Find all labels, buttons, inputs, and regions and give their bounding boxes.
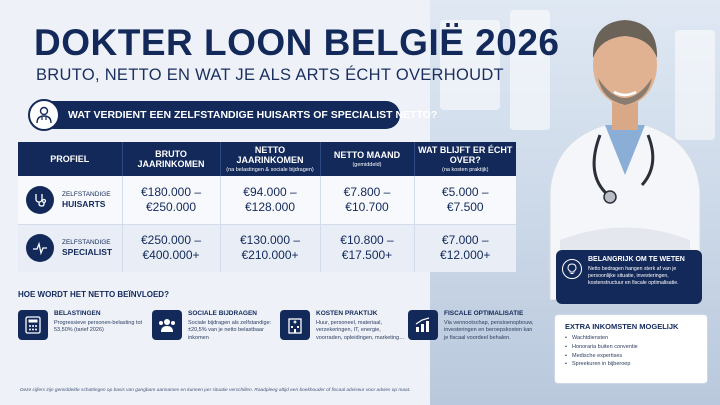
factor-text: Progressieve personen-belasting tot 53,50% (tarief 2026) <box>54 320 143 334</box>
factor-kosten-praktijk <box>280 310 406 376</box>
factors-title: HOE WORDT HET NETTO BEÏNVLOED? <box>18 290 169 299</box>
profile-cell: ZELFSTANDIGE SPECIALIST <box>18 224 122 272</box>
important-text: Netto bedragen hangen sterk af van je persoonlijke situatie, investeringen, kostenstructuur en fiscale optimalisatie. <box>588 266 679 286</box>
column-header-netto-maand: NETTO MAAND (gemiddeld) <box>320 142 414 176</box>
extra-income-title: EXTRA INKOMSTEN MOGELIJK <box>565 322 679 331</box>
page-title: DOKTER LOON BELGIË 2026 <box>34 22 560 63</box>
factor-title: BELASTINGEN <box>54 310 101 317</box>
question-banner <box>30 101 438 129</box>
heartbeat-icon <box>26 234 54 262</box>
factor-belastingen <box>18 310 144 376</box>
factor-fiscale-optimalisatie <box>408 310 534 376</box>
disclaimer: Deze cijfers zijn gemiddelde schattingen op basis van gangbare aannames en kunnen per situatie verschillen. Raadpleeg altijd een boekhouder of fiscaal adviseur voor advies op maat. <box>20 388 411 393</box>
people-icon <box>152 310 182 340</box>
column-header-overblijft: WAT BLIJFT ER ÉCHT OVER? (na kosten praktijk) <box>414 142 516 176</box>
netto-maand-cell: €7.800 – €10.700 <box>320 176 414 224</box>
calculator-icon <box>18 310 48 340</box>
important-title: BELANGRIJK OM TE WETEN <box>588 256 685 263</box>
list-item: • Spreekuren in bijberoep <box>565 360 697 369</box>
netto-cell: €94.000 – €128.000 <box>220 176 320 224</box>
income-table <box>18 142 516 272</box>
factor-text: Huur, personeel, materiaal, verzekeringen, IT, energie, voorraden, opleidingen, marketing… <box>316 320 405 341</box>
bruto-cell: €180.000 – €250.000 <box>122 176 220 224</box>
list-item: • Honoraria buiten conventie <box>565 343 697 352</box>
factor-title: KOSTEN PRAKTIJK <box>316 310 378 317</box>
table-row <box>18 224 516 272</box>
overblijft-cell: €7.000 – €12.000+ <box>414 224 516 272</box>
factor-sociale-bijdragen <box>152 310 278 376</box>
stethoscope-icon <box>26 186 54 214</box>
lightbulb-icon <box>562 259 582 279</box>
list-item: • Medische expertises <box>565 352 697 361</box>
netto-cell: €130.000 – €210.000+ <box>220 224 320 272</box>
table-header-row <box>18 142 516 176</box>
column-header-netto: NETTO JAARINKOMEN (na belastingen & sociale bijdragen) <box>220 142 320 176</box>
page-subtitle: BRUTO, NETTO EN WAT JE ALS ARTS ÉCHT OVERHOUDT <box>36 66 504 84</box>
factors-panel <box>18 290 548 382</box>
extra-income-list <box>565 334 697 369</box>
growth-chart-icon <box>408 310 438 340</box>
netto-maand-cell: €10.800 – €17.500+ <box>320 224 414 272</box>
extra-income-box <box>554 314 708 384</box>
overblijft-cell: €5.000 – €7.500 <box>414 176 516 224</box>
bruto-cell: €250.000 – €400.000+ <box>122 224 220 272</box>
column-header-bruto: BRUTO JAARINKOMEN <box>122 142 220 176</box>
important-note <box>556 250 702 304</box>
question-text: WAT VERDIENT EEN ZELFSTANDIGE HUISARTS OF SPECIALIST NETTO? <box>68 109 438 121</box>
profile-cell: ZELFSTANDIGE HUISARTS <box>18 176 122 224</box>
factor-title: SOCIALE BIJDRAGEN <box>188 310 257 317</box>
list-item: • Wachtdiensten <box>565 334 697 343</box>
building-icon <box>280 310 310 340</box>
table-row <box>18 176 516 224</box>
factor-text: Sociale bijdragen als zelfstandige: ±20,5% van je netto belastbaar inkomen <box>188 320 272 341</box>
factor-text: Via vennootschap, pensioenopbouw, investeringen en beroepskosten kan je fiscaal voordeel behalen. <box>444 320 534 341</box>
factor-title: FISCALE OPTIMALISATIE <box>444 310 524 317</box>
column-header-profiel: PROFIEL <box>18 142 122 176</box>
doctor-icon <box>28 99 60 131</box>
